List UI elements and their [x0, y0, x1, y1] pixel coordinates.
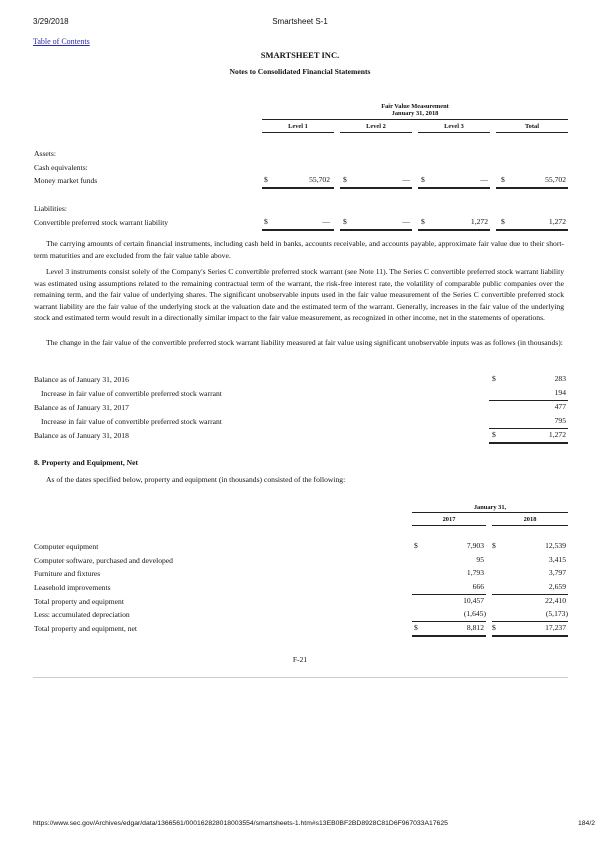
ppe-value: 17,237 — [545, 623, 566, 632]
currency-symbol: $ — [264, 175, 268, 184]
col-rule — [412, 525, 486, 526]
company-name: SMARTSHEET INC. — [260, 50, 340, 60]
total-double-rule — [492, 635, 568, 637]
ppe-value: 2,659 — [548, 582, 566, 591]
currency-symbol: $ — [421, 175, 425, 184]
ppe-row-label: Computer software, purchased and developed — [34, 556, 173, 565]
rollforward-label: Balance as of January 31, 2018 — [34, 431, 129, 440]
rollforward-label: Increase in fair value of convertible preferred stock warrant — [41, 389, 222, 398]
ppe-value: 8,812 — [466, 623, 484, 632]
cell-value: — — [402, 175, 410, 184]
ppe-row-label: Total property and equipment, net — [34, 624, 138, 633]
currency-symbol: $ — [501, 217, 505, 226]
row-label: Convertible preferred stock warrant liability — [34, 218, 169, 227]
col-level-3: Level 3 — [444, 123, 464, 130]
col-rule — [340, 132, 412, 133]
col-rule — [418, 132, 490, 133]
rollforward-value: 283 — [554, 374, 566, 383]
ppe-value: 1,793 — [466, 568, 484, 577]
subtotal-rule — [492, 594, 568, 595]
double-rule — [340, 229, 412, 231]
paragraph-text: The change in the fair value of the convertible preferred stock warrant liability measured at fair value using significant unobservable inputs was as follows (in thousands): — [46, 338, 563, 347]
liabilities-label: Liabilities: — [34, 204, 67, 213]
cell-value: — — [402, 217, 410, 226]
print-page-counter: 184/2 — [578, 820, 596, 827]
ppe-value: 10,457 — [463, 596, 484, 605]
fair-value-header — [262, 103, 568, 117]
currency-symbol: $ — [492, 623, 496, 632]
section-heading-ppe: 8. Property and Equipment, Net — [34, 458, 139, 467]
assets-label: Assets: — [34, 149, 56, 158]
ppe-intro: As of the dates specified below, property and equipment (in thousands) consisted of the following: — [46, 475, 346, 484]
rollforward-value: 1,272 — [548, 430, 566, 439]
total-double-rule — [412, 635, 486, 637]
currency-symbol: $ — [421, 217, 425, 226]
cell-value: 55,702 — [545, 175, 566, 184]
print-date: 3/29/2018 — [33, 17, 69, 26]
double-rule — [418, 229, 490, 231]
paragraph-carrying-amounts — [34, 238, 564, 261]
paragraph-text: The carrying amounts of certain financial instruments, including cash held in banks, accounts receivable, and accounts payable, approximate fair value due to their short-term maturities and are excluded from the fair value table above. — [34, 239, 564, 260]
page-number: F-21 — [292, 655, 308, 664]
paragraph-change-fair-value — [34, 337, 564, 349]
col-2017: 2017 — [442, 516, 456, 523]
ppe-value: (5,173) — [545, 609, 568, 618]
ppe-row-label: Total property and equipment — [34, 597, 124, 606]
print-title: Smartsheet S-1 — [272, 17, 328, 26]
paragraph-level3 — [34, 266, 564, 324]
subtotal-rule — [489, 400, 568, 401]
double-rule — [496, 229, 568, 231]
ppe-value: 95 — [476, 555, 484, 564]
currency-symbol: $ — [343, 217, 347, 226]
double-rule — [262, 187, 334, 189]
cell-value: 1,272 — [548, 217, 566, 226]
cell-value: — — [322, 217, 330, 226]
rollforward-label: Increase in fair value of convertible preferred stock warrant — [41, 417, 222, 426]
double-rule — [262, 229, 334, 231]
ppe-value: 3,415 — [548, 555, 566, 564]
rollforward-label: Balance as of January 31, 2017 — [34, 403, 129, 412]
col-rule — [262, 132, 334, 133]
rollforward-value: 795 — [554, 416, 566, 425]
print-url: https://www.sec.gov/Archives/edgar/data/1366561/000162828018003554/smartsheets-1.htm#s13EB0BF2BD8928C81D6F967033A17625 — [33, 820, 448, 827]
ppe-value: 3,797 — [548, 568, 566, 577]
header-rule — [262, 119, 568, 120]
subtotal-rule — [412, 594, 486, 595]
currency-symbol: $ — [414, 541, 418, 550]
ppe-value: 22,410 — [545, 596, 566, 605]
col-level-1: Level 1 — [288, 123, 308, 130]
fair-value-header-line2: January 31, 2018 — [391, 110, 439, 117]
ppe-value: 666 — [472, 582, 484, 591]
fair-value-header-line1: Fair Value Measurement — [381, 103, 449, 110]
rollforward-label: Balance as of January 31, 2016 — [34, 375, 129, 384]
currency-symbol: $ — [264, 217, 268, 226]
double-rule — [418, 187, 490, 189]
currency-symbol: $ — [492, 374, 496, 383]
col-level-2: Level 2 — [366, 123, 386, 130]
ppe-value: (1,645) — [463, 609, 486, 618]
cell-value: — — [480, 175, 488, 184]
ppe-row-label: Leasehold improvements — [34, 583, 111, 592]
subtotal-rule — [489, 428, 568, 429]
table-of-contents-link[interactable]: Table of Contents — [33, 37, 90, 46]
subtotal-rule — [492, 621, 568, 622]
subtotal-rule — [412, 621, 486, 622]
double-rule — [496, 187, 568, 189]
row-label: Money market funds — [34, 176, 98, 185]
col-rule — [496, 132, 568, 133]
ppe-row-label: Furniture and fixtures — [34, 569, 101, 578]
currency-symbol: $ — [343, 175, 347, 184]
ppe-value: 12,539 — [545, 541, 566, 550]
ppe-value: 7,903 — [466, 541, 484, 550]
currency-symbol: $ — [492, 430, 496, 439]
cell-value: 55,702 — [309, 175, 330, 184]
currency-symbol: $ — [414, 623, 418, 632]
ppe-row-label: Computer equipment — [34, 542, 99, 551]
currency-symbol: $ — [492, 541, 496, 550]
col-total: Total — [525, 123, 539, 130]
ppe-row-label: Less: accumulated depreciation — [34, 610, 130, 619]
col-2018: 2018 — [523, 516, 537, 523]
ppe-header-date: January 31, — [473, 504, 507, 511]
paragraph-text: Level 3 instruments consist solely of the Company's Series C convertible preferred stock warrant (see Note 11). The Series C convertible preferred stock warrant liability was estimated using assumptions related to the remaining contractual term of the warrant, the risk-free interest rate, the volatility of comparable public companies over the remaining term, and the fair value of underlying shares. The significant unobservable inputs used in the fair value measurement of the Series C convertible preferred stock warrant liability are the fair value of the underlying stock at the valuation date and the estimated term of the warrant. Generally, increases in the fair value of the underlying stock and estimated term would result in a directionally similar impact to the fair value measurement, as recognized in other income, net in the statements of operations. — [34, 267, 564, 323]
cash-equivalents-label: Cash equivalents: — [34, 163, 88, 172]
total-double-rule — [489, 442, 568, 444]
col-rule — [492, 525, 568, 526]
rollforward-value: 194 — [554, 388, 566, 397]
section-title: Notes to Consolidated Financial Statements — [229, 67, 371, 76]
cell-value: 1,272 — [470, 217, 488, 226]
header-rule — [412, 512, 568, 513]
currency-symbol: $ — [501, 175, 505, 184]
double-rule — [340, 187, 412, 189]
page-divider — [33, 677, 568, 678]
rollforward-value: 477 — [554, 402, 566, 411]
